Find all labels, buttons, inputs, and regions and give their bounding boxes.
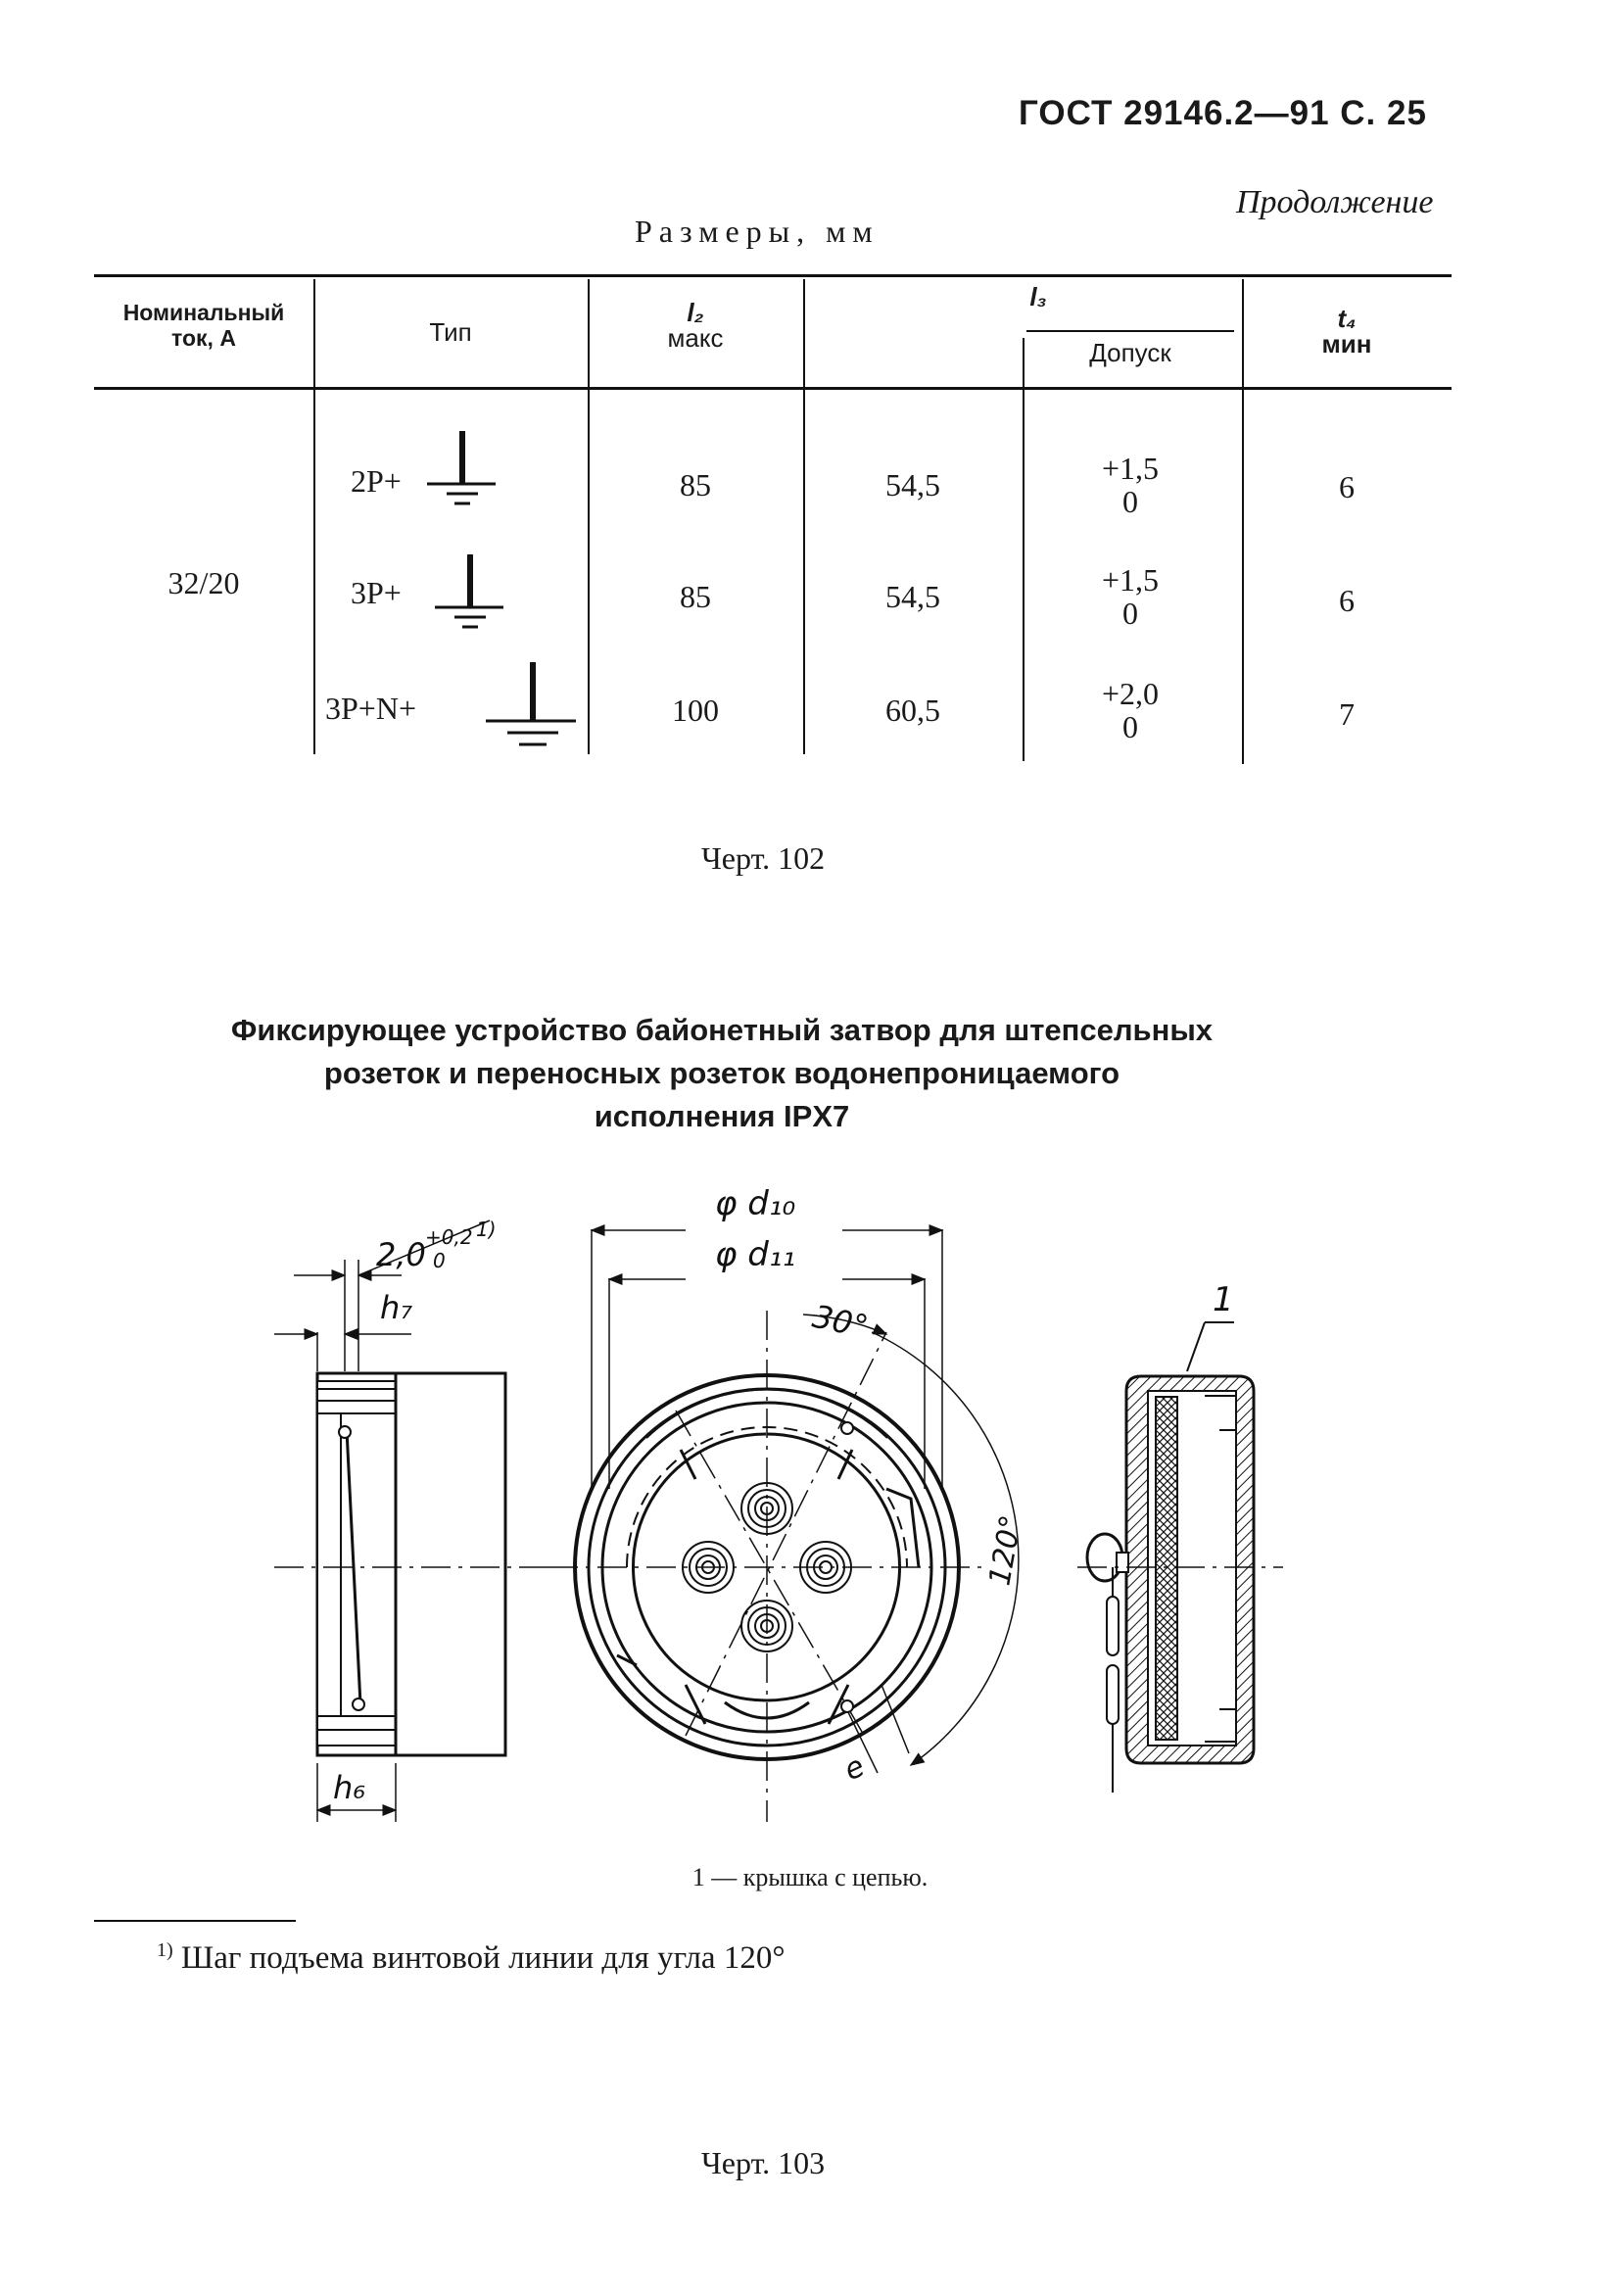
angle-30-label: 30° — [809, 1297, 872, 1346]
header-current: Номинальный ток, А — [122, 300, 285, 351]
type-label: 3P+ — [351, 575, 402, 610]
tolerance-top: +1,5 — [1101, 562, 1160, 598]
tolerance-top: +2,0 — [1101, 676, 1160, 711]
type-label: 2P+ — [351, 463, 402, 499]
footnote-text: Шаг подъема винтовой линии для угла 120° — [180, 1940, 786, 1976]
header-l3: l₃ — [1029, 282, 1047, 311]
title-line: Фиксирующее устройство байонетный затвор для штепсельных — [230, 1013, 1214, 1047]
dimensions-caption: Размеры, мм — [635, 214, 880, 249]
footnote-rule — [94, 1920, 296, 1922]
col-divider — [313, 279, 315, 754]
header-type: Тип — [429, 317, 472, 347]
dim-tolerance-upper: +0,2 — [425, 1225, 473, 1249]
l2-value: 100 — [672, 693, 719, 728]
l2-value: 85 — [680, 579, 711, 614]
t4-value: 6 — [1339, 583, 1355, 618]
header-t4: t₄ мин — [1321, 304, 1372, 359]
header-tolerance: Допуск — [1089, 338, 1171, 367]
dim-tolerance-lower: 0 — [433, 1249, 446, 1272]
bayonet-lock-drawing — [0, 1166, 1620, 1851]
l3-value: 54,5 — [885, 467, 940, 502]
footnote-mark: 1) — [157, 1939, 173, 1961]
t4-value: 6 — [1339, 469, 1355, 504]
l2-value: 85 — [680, 467, 711, 502]
title-line: розеток и переносных розеток водонепроницаемого — [323, 1056, 1120, 1090]
dim-2-0-label: 2,0 — [376, 1236, 426, 1273]
cap-section-view — [1077, 1322, 1283, 1793]
page-header: ГОСТ 29146.2—91 С. 25 — [1019, 94, 1427, 132]
ground-symbol-icon — [425, 429, 498, 515]
type-label: 3P+N+ — [325, 691, 416, 726]
d11-label: φ d₁₁ — [715, 1235, 796, 1274]
figure-102-caption: Черт. 102 — [701, 840, 826, 876]
tolerance-bottom: 0 — [1122, 709, 1138, 744]
e-label: e — [838, 1748, 871, 1789]
front-view — [548, 1229, 1019, 1822]
table-top-rule — [94, 274, 1452, 277]
h6-label: h₆ — [333, 1769, 366, 1806]
l3-value: 60,5 — [885, 693, 940, 728]
t4-value: 7 — [1339, 696, 1355, 732]
section-title — [157, 1009, 1287, 1138]
drawing-legend: 1 — крышка с цепью. — [691, 1863, 929, 1891]
ground-symbol-icon — [484, 660, 578, 758]
tolerance-bottom: 0 — [1122, 596, 1138, 631]
ground-symbol-icon — [433, 552, 505, 639]
angle-120-label: 120° — [982, 1512, 1029, 1589]
current-value: 32/20 — [167, 565, 240, 600]
footnote — [157, 1939, 786, 1977]
col-divider — [1023, 338, 1024, 761]
tolerance-bottom: 0 — [1122, 484, 1138, 519]
l3-subheader-rule — [1026, 330, 1234, 332]
table-header-rule — [94, 387, 1452, 390]
figure-103-caption: Черт. 103 — [701, 2145, 826, 2180]
d10-label: φ d₁₀ — [715, 1184, 796, 1223]
title-line: исполнения IPX7 — [594, 1099, 850, 1133]
tolerance-top: +1,5 — [1101, 451, 1160, 486]
footnote-mark: 1) — [476, 1218, 497, 1241]
col-divider — [803, 279, 805, 754]
callout-1-label: 1 — [1213, 1280, 1234, 1319]
h7-label: h₇ — [380, 1289, 413, 1326]
continuation-label: Продолжение — [1236, 184, 1434, 220]
header-l2: l₂ макс — [667, 298, 724, 353]
l3-value: 54,5 — [885, 579, 940, 614]
